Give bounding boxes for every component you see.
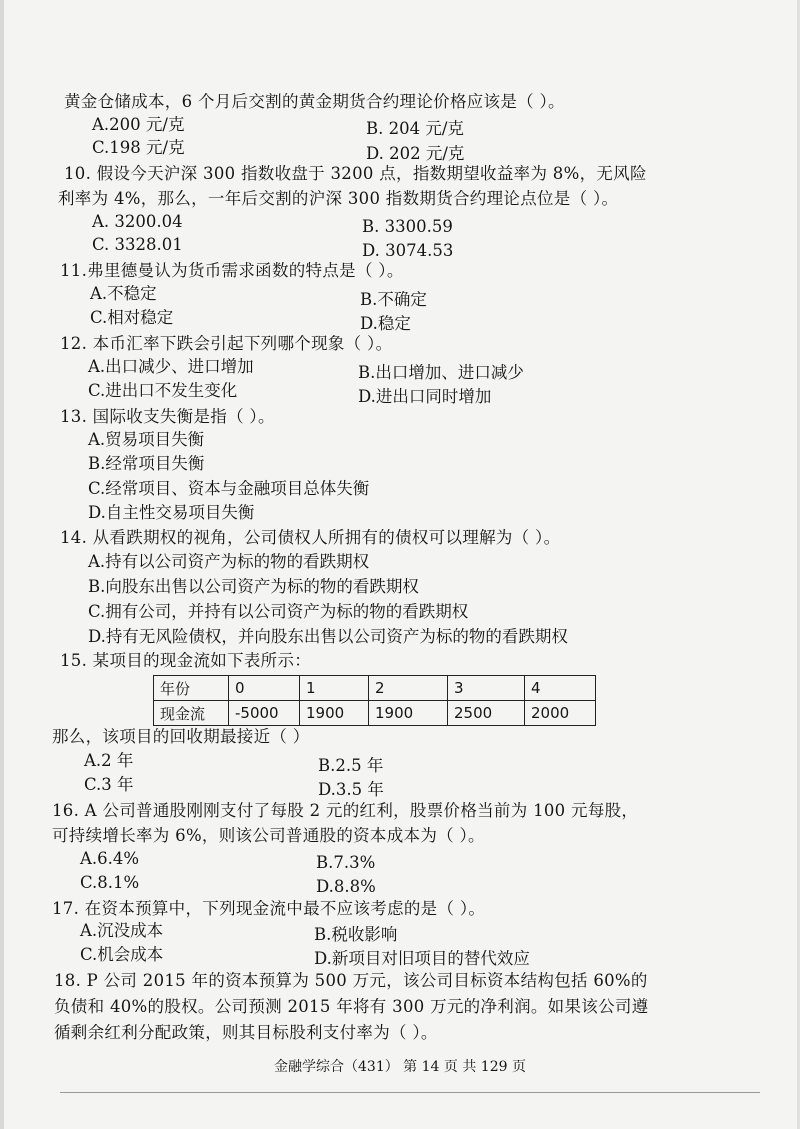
q16-option-c: C.8.1% [80, 873, 140, 892]
q11-option-a: A.不稳定 [90, 284, 157, 303]
q17-stem: 17. 在资本预算中，下列现金流中最不应该考虑的是（ ）。 [52, 899, 486, 918]
q14-stem: 14. 从看跌期权的视角，公司债权人所拥有的债权可以理解为（ ）。 [60, 528, 561, 547]
table-row-years [154, 676, 596, 701]
cash-flow-cell-0: -5000 [229, 701, 300, 726]
q16-stem-line1: 16. A 公司普通股刚刚支付了每股 2 元的红利，股票价格当前为 100 元每股， [52, 801, 639, 820]
year-cell-4: 4 [525, 676, 596, 701]
page-footer: 金融学综合（431） 第 14 页 共 129 页 [274, 1059, 526, 1075]
q16-option-a: A.6.4% [80, 849, 140, 868]
q10-option-c: C. 3328.01 [92, 235, 183, 254]
year-cell-3: 3 [448, 676, 525, 701]
q15-stem: 15. 某项目的现金流如下表所示： [60, 651, 312, 670]
year-cell-2: 2 [369, 676, 448, 701]
year-row-header: 年份 [154, 676, 229, 701]
q17-option-d: D.新项目对旧项目的替代效应 [314, 949, 530, 968]
cash-flow-row-header: 现金流 [154, 701, 229, 726]
q12-option-a: A.出口减少、进口增加 [88, 357, 254, 376]
q11-option-d: D.稳定 [360, 314, 411, 333]
q16-option-d: D.8.8% [316, 877, 376, 896]
q9-option-d: D. 202 元/克 [366, 144, 465, 163]
q9-option-a: A.200 元/克 [92, 115, 185, 134]
cash-flow-table [153, 675, 596, 726]
q17-option-c: C.机会成本 [80, 945, 164, 964]
footer-divider [60, 1092, 760, 1093]
q15-follow-up: 那么，该项目的回收期最接近（ ） [52, 727, 310, 746]
q14-option-a: A.持有以公司资产为标的物的看跌期权 [88, 552, 370, 571]
q12-option-c: C.进出口不发生变化 [88, 381, 238, 400]
cash-flow-cell-2: 1900 [369, 701, 448, 726]
q15-option-b: B.2.5 年 [318, 756, 384, 775]
year-cell-1: 1 [300, 676, 369, 701]
q9-option-c: C.198 元/克 [92, 138, 185, 157]
q17-option-b: B.税收影响 [314, 925, 398, 944]
q14-option-b: B.向股东出售以公司资产为标的物的看跌期权 [88, 577, 419, 596]
q14-option-d: D.持有无风险债权，并向股东出售以公司资产为标的物的看跌期权 [88, 627, 568, 646]
q12-option-b: B.出口增加、进口减少 [358, 363, 524, 382]
q12-option-d: D.进出口同时增加 [358, 387, 492, 406]
table-row-cash-flows [154, 701, 596, 726]
scan-left-edge [0, 0, 4, 1129]
q17-option-a: A.沉没成本 [80, 921, 164, 940]
q10-option-d: D. 3074.53 [362, 241, 454, 260]
q13-option-a: A.贸易项目失衡 [88, 430, 205, 449]
q10-stem-line1: 10. 假设今天沪深 300 指数收盘于 3200 点，指数期望收益率为 8%，无风险 [64, 164, 647, 183]
q10-option-b: B. 3300.59 [362, 217, 453, 236]
q18-stem-line1: 18. P 公司 2015 年的资本预算为 500 万元，该公司目标资本结构包括 60%的 [54, 971, 648, 990]
q13-option-c: C.经常项目、资本与金融项目总体失衡 [88, 479, 370, 498]
cash-flow-cell-3: 2500 [448, 701, 525, 726]
q9-stem-continuation: 黄金仓储成本，6 个月后交割的黄金期货合约理论价格应该是（ ）。 [64, 92, 565, 111]
q12-stem: 12. 本币汇率下跌会引起下列哪个现象（ ）。 [60, 334, 393, 353]
cash-flow-cell-1: 1900 [300, 701, 369, 726]
q15-option-d: D.3.5 年 [318, 780, 384, 799]
q10-option-a: A. 3200.04 [92, 212, 183, 231]
cash-flow-cell-4: 2000 [525, 701, 596, 726]
q18-stem-line3: 循剩余红利分配政策，则其目标股利支付率为（ ）。 [54, 1023, 438, 1042]
q11-option-c: C.相对稳定 [90, 308, 174, 327]
q13-option-d: D.自主性交易项目失衡 [88, 503, 255, 522]
q13-stem: 13. 国际收支失衡是指（ ）。 [60, 407, 275, 426]
q14-option-c: C.拥有公司，并持有以公司资产为标的物的看跌期权 [88, 602, 469, 621]
q11-option-b: B.不确定 [360, 290, 427, 309]
q15-option-a: A.2 年 [84, 751, 134, 770]
q16-option-b: B.7.3% [316, 853, 376, 872]
q9-option-b: B. 204 元/克 [366, 119, 464, 138]
q10-stem-line2: 利率为 4%，那么，一年后交割的沪深 300 指数期货合约理论点位是（ ）。 [58, 189, 619, 208]
q16-stem-line2: 可持续增长率为 6%，则该公司普通股的资本成本为（ ）。 [52, 826, 485, 845]
q11-stem: 11.弗里德曼认为货币需求函数的特点是（ ）。 [60, 261, 404, 280]
q15-option-c: C.3 年 [84, 775, 134, 794]
year-cell-0: 0 [229, 676, 300, 701]
q18-stem-line2: 负债和 40%的股权。公司预测 2015 年将有 300 万元的净利润。如果该公司遵 [54, 997, 649, 1016]
q13-option-b: B.经常项目失衡 [88, 454, 205, 473]
